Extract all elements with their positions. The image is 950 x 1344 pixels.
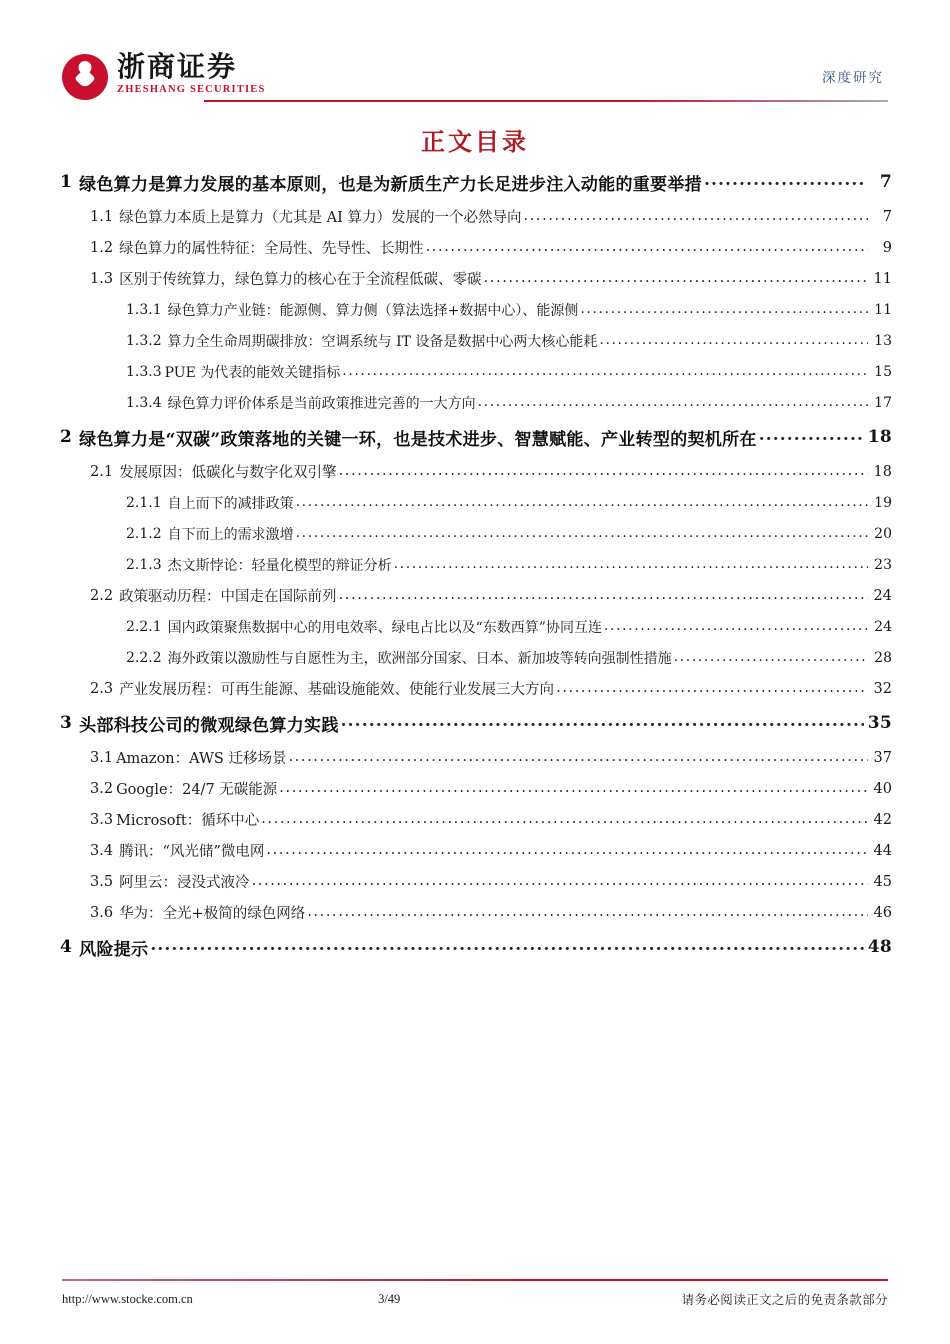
toc-entry-level-3[interactable] [60, 611, 892, 642]
toc-entry-number: 2.1.2 [126, 525, 162, 542]
toc-entry-page-number: 24 [874, 618, 892, 635]
toc-entry-level-2[interactable] [60, 456, 892, 487]
toc-entry-title: 风险提示 [79, 939, 149, 960]
toc-leader-dots [307, 904, 868, 920]
toc-entry-title: PUE 为代表的能效关键指标 [164, 364, 341, 381]
logo-company-name-cn: 浙商证券 [117, 50, 238, 83]
page-header [0, 0, 950, 112]
toc-entry-title: 算力全生命周期碳排放：空调系统与 IT 设备是数据中心两大核心能耗 [167, 333, 598, 350]
toc-leader-dots [523, 208, 868, 224]
toc-leader-dots [580, 301, 868, 317]
toc-entry-title: 政策驱动历程：中国走在国际前列 [119, 589, 337, 605]
toc-entry-page-number: 24 [873, 587, 892, 604]
toc-entry-level-2[interactable] [60, 897, 892, 928]
toc-entry-title: 绿色算力的属性特征：全局性、先导性、长期性 [119, 241, 424, 257]
zheshang-logo-icon [62, 54, 108, 100]
toc-entry-page-number: 18 [867, 427, 892, 447]
toc-entry-level-2[interactable] [60, 263, 892, 294]
toc-entry-page-number: 44 [873, 842, 892, 859]
toc-entry-number: 3.3 [90, 811, 114, 828]
toc-leader-dots [279, 780, 868, 796]
toc-entry-number: 1.2 [90, 239, 114, 256]
toc-entry-page-number: 42 [873, 811, 892, 828]
toc-entry-title: 产业发展历程：可再生能源、基础设施能效、使能行业发展三大方向 [119, 682, 555, 698]
toc-entry-title: 阿里云：浸没式液冷 [119, 875, 250, 891]
toc-entry-title: 区别于传统算力，绿色算力的核心在于全流程低碳、零碳 [119, 272, 482, 288]
toc-entry-number: 1.3 [90, 270, 114, 287]
toc-entry-number: 3.4 [90, 842, 114, 859]
toc-entry-title: 头部科技公司的微观绿色算力实践 [79, 715, 339, 736]
toc-entry-number: 2.1 [90, 463, 114, 480]
toc-entry-page-number: 19 [874, 494, 892, 511]
toc-leader-dots [252, 873, 868, 889]
toc-entry-title: 杰文斯悖论：轻量化模型的辩证分析 [167, 557, 392, 574]
toc-entry-title: Microsoft：循环中心 [116, 813, 260, 829]
toc-entry-page-number: 35 [867, 713, 892, 733]
toc-leader-dots [394, 556, 868, 572]
toc-leader-dots [484, 270, 868, 286]
toc-leader-dots [339, 463, 868, 479]
footer-divider-line [62, 1279, 888, 1281]
toc-leader-dots [341, 711, 864, 731]
toc-entry-page-number: 40 [873, 780, 892, 797]
toc-entry-number: 3.5 [90, 873, 114, 890]
toc-entry-title: 绿色算力评价体系是当前政策推进完善的一大方向 [167, 395, 476, 412]
toc-entry-page-number: 13 [874, 332, 892, 349]
toc-entry-level-3[interactable] [60, 642, 892, 673]
toc-leader-dots [604, 618, 868, 634]
toc-entry-page-number: 18 [873, 463, 892, 480]
toc-entry-number: 1 [60, 172, 73, 192]
toc-entry-level-2[interactable] [60, 580, 892, 611]
toc-leader-dots [478, 394, 868, 410]
toc-leader-dots [426, 239, 868, 255]
toc-leader-dots [599, 332, 868, 348]
toc-leader-dots [339, 587, 868, 603]
toc-leader-dots [704, 170, 864, 190]
table-of-contents [60, 163, 892, 966]
page-footer [62, 1279, 888, 1308]
toc-entry-page-number: 11 [874, 301, 892, 318]
toc-entry-title: 绿色算力是算力发展的基本原则，也是为新质生产力长足进步注入动能的重要举措 [79, 174, 702, 195]
toc-entry-title: 自下而上的需求激增 [167, 526, 294, 543]
toc-entry-title: 海外政策以激励性与自愿性为主，欧洲部分国家、日本、新加坡等转向强制性措施 [167, 650, 672, 667]
toc-entry-title: Google：24/7 无碳能源 [116, 782, 278, 798]
toc-entry-page-number: 9 [882, 239, 892, 256]
toc-entry-number: 2.2.1 [126, 618, 162, 635]
footer-content-row [62, 1290, 888, 1308]
toc-entry-level-1[interactable] [60, 704, 892, 742]
toc-entry-level-2[interactable] [60, 673, 892, 704]
toc-entry-level-3[interactable] [60, 549, 892, 580]
toc-leader-dots [296, 494, 868, 510]
toc-entry-number: 1.1 [90, 208, 114, 225]
toc-entry-number: 2.2 [90, 587, 114, 604]
toc-entry-level-2[interactable] [60, 866, 892, 897]
toc-entry-number: 3 [60, 713, 73, 733]
toc-entry-page-number: 32 [873, 680, 892, 697]
toc-entry-page-number: 15 [874, 363, 892, 380]
toc-entry-page-number: 11 [873, 270, 892, 287]
toc-leader-dots [288, 749, 868, 765]
toc-entry-level-2[interactable] [60, 201, 892, 232]
toc-entry-level-3[interactable] [60, 356, 892, 387]
toc-entry-level-2[interactable] [60, 835, 892, 866]
toc-entry-number: 2 [60, 427, 73, 447]
toc-leader-dots [296, 525, 868, 541]
toc-leader-dots [342, 363, 868, 379]
toc-entry-number: 1.3.2 [126, 332, 162, 349]
toc-entry-page-number: 17 [874, 394, 892, 411]
toc-entry-number: 2.1.3 [126, 556, 162, 573]
toc-entry-number: 2.1.1 [126, 494, 162, 511]
company-logo [62, 52, 266, 100]
toc-entry-page-number: 46 [873, 904, 892, 921]
toc-entry-title: 绿色算力产业链：能源侧、算力侧（算法选择+数据中心）、能源侧 [167, 302, 579, 319]
toc-leader-dots [674, 649, 868, 665]
toc-entry-level-3[interactable] [60, 294, 892, 325]
header-divider-line [204, 100, 888, 102]
toc-entry-title: 自上而下的减排政策 [167, 495, 294, 512]
toc-entry-level-3[interactable] [60, 518, 892, 549]
report-type-tag: 深度研究 [822, 70, 884, 86]
toc-entry-level-2[interactable] [60, 232, 892, 263]
toc-entry-level-3[interactable] [60, 325, 892, 356]
toc-entry-number: 3.1 [90, 749, 114, 766]
toc-entry-page-number: 45 [873, 873, 892, 890]
toc-entry-level-1[interactable] [60, 928, 892, 966]
toc-entry-level-1[interactable] [60, 163, 892, 201]
toc-entry-title: Amazon：AWS 迁移场景 [116, 751, 287, 767]
toc-entry-level-2[interactable] [60, 773, 892, 804]
toc-entry-number: 1.3.3 [126, 363, 162, 380]
page-title: 正文目录 [421, 127, 529, 156]
toc-leader-dots [261, 811, 868, 827]
toc-entry-page-number: 23 [874, 556, 892, 573]
toc-entry-title: 华为：全光+极简的绿色网络 [119, 906, 306, 922]
toc-entry-title: 绿色算力本质上是算力（尤其是 AI 算力）发展的一个必然导向 [119, 210, 522, 226]
toc-entry-page-number: 48 [867, 937, 892, 957]
toc-entry-page-number: 7 [882, 208, 892, 225]
toc-entry-title: 绿色算力是“双碳”政策落地的关键一环，也是技术进步、智慧赋能、产业转型的契机所在 [79, 429, 757, 450]
toc-entry-page-number: 20 [874, 525, 892, 542]
toc-entry-page-number: 37 [873, 749, 892, 766]
toc-entry-title: 腾讯：“风光储”微电网 [119, 844, 265, 860]
toc-entry-level-3[interactable] [60, 487, 892, 518]
toc-entry-title: 国内政策聚焦数据中心的用电效率、绿电占比以及“东数西算”协同互连 [167, 619, 602, 636]
toc-entry-level-2[interactable] [60, 804, 892, 835]
footer-website-url[interactable]: http://www.stocke.com.cn [62, 1291, 193, 1306]
toc-entry-number: 3.6 [90, 904, 114, 921]
footer-page-number: 3/49 [378, 1291, 401, 1306]
toc-leader-dots [266, 842, 868, 858]
toc-entry-page-number: 7 [879, 172, 892, 192]
toc-entry-title: 发展原因：低碳化与数字化双引擎 [119, 465, 337, 481]
toc-entry-level-1[interactable] [60, 418, 892, 456]
toc-entry-number: 1.3.4 [126, 394, 162, 411]
footer-disclaimer-note: 请务必阅读正文之后的免责条款部分 [681, 1292, 888, 1307]
logo-company-name-en: ZHESHANG SECURITIES [117, 83, 266, 95]
toc-leader-dots [556, 680, 868, 696]
toc-entry-number: 1.3.1 [126, 301, 162, 318]
toc-entry-level-2[interactable] [60, 742, 892, 773]
toc-leader-dots [150, 935, 864, 955]
toc-entry-number: 2.2.2 [126, 649, 162, 666]
logo-text-block [117, 52, 266, 95]
toc-entry-number: 2.3 [90, 680, 114, 697]
toc-leader-dots [759, 425, 864, 445]
toc-entry-number: 3.2 [90, 780, 114, 797]
toc-entry-level-3[interactable] [60, 387, 892, 418]
toc-entry-number: 4 [60, 937, 73, 957]
toc-entry-page-number: 28 [874, 649, 892, 666]
